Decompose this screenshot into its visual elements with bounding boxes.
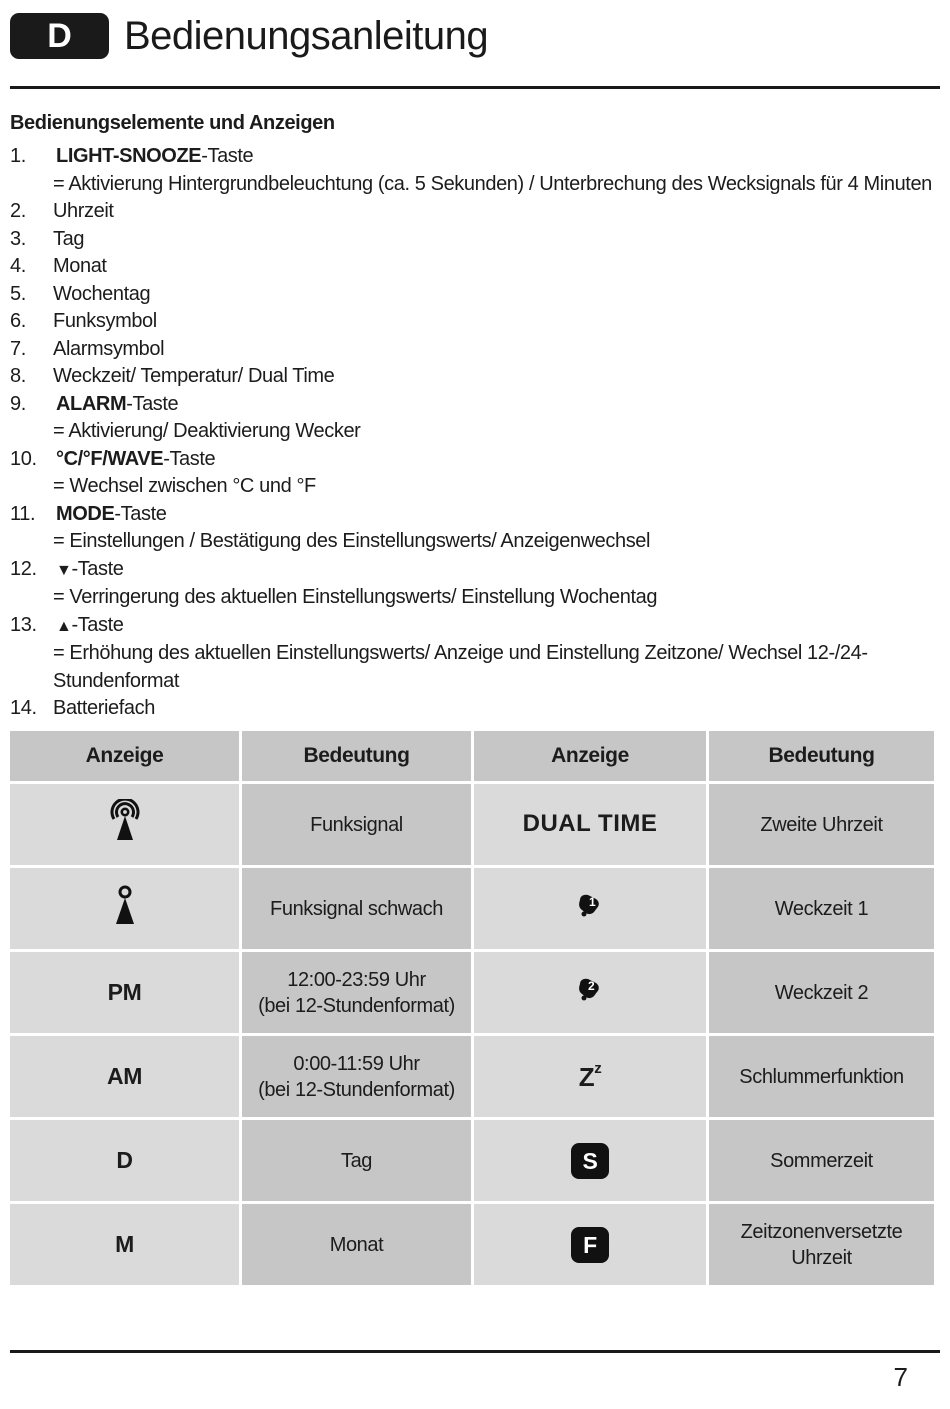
list-item — [10, 501, 940, 556]
header-bedeutung: Bedeutung — [242, 731, 471, 781]
time-zone-icon: F — [571, 1227, 609, 1263]
meaning-line: (bei 12-Stundenformat) — [258, 1078, 455, 1101]
section-title: Bedienungselemente und Anzeigen — [10, 112, 335, 134]
alarm-bell-2-icon — [575, 979, 605, 1009]
list-item — [10, 446, 940, 501]
list-item — [10, 281, 940, 309]
list-item — [10, 143, 940, 198]
symbol-cell — [10, 868, 239, 949]
page-number: 7 — [893, 1362, 908, 1392]
controls-list — [10, 143, 940, 723]
symbol-cell — [474, 784, 706, 865]
item-description: = Wechsel zwischen °C und °F — [53, 475, 316, 497]
item-number: 13. — [10, 613, 37, 636]
item-description: = Aktivierung/ Deaktivierung Wecker — [53, 420, 361, 442]
item-label: Wochentag — [53, 282, 151, 305]
meaning-line: 12:00-23:59 Uhr — [287, 968, 426, 991]
table-row — [10, 868, 934, 949]
item-number: 11. — [10, 502, 36, 525]
item-number: 4. — [10, 255, 26, 277]
item-description: = Einstellungen / Bestätigung des Einstellungswerts/ Anzeigenwechsel — [53, 530, 651, 552]
item-label: Uhrzeit — [53, 200, 114, 222]
item-description: = Verringerung des aktuellen Einstellungswerts/ Einstellung Wochentag — [53, 586, 658, 608]
symbol-cell — [10, 784, 239, 865]
snooze-icon: $Z^z$ — [578, 1059, 602, 1093]
meaning-cell: Tag — [242, 1120, 471, 1201]
meaning-cell: Weckzeit 2 — [709, 952, 934, 1033]
language-badge: D — [10, 13, 109, 59]
symbol-cell — [10, 1036, 239, 1117]
item-label: Weckzeit/ Temperatur/ Dual Time — [53, 365, 335, 387]
item-label: -Taste — [71, 557, 124, 580]
meaning-cell: Schlummerfunktion — [709, 1036, 934, 1117]
header-anzeige: Anzeige — [474, 731, 706, 781]
document-title: Bedienungsanleitung — [124, 13, 489, 58]
radio-signal-icon — [105, 826, 145, 848]
symbol-cell — [10, 1120, 239, 1201]
month-symbol: M — [115, 1230, 134, 1257]
symbol-cell — [474, 868, 706, 949]
list-item — [10, 556, 940, 612]
triangle-down-icon: ▼ — [56, 561, 72, 579]
table-row — [10, 952, 934, 1033]
item-label: Alarmsymbol — [53, 337, 165, 360]
list-item — [10, 226, 940, 254]
table-row — [10, 784, 934, 865]
header-bedeutung: Bedeutung — [709, 731, 934, 781]
item-number: 6. — [10, 310, 26, 332]
meaning-cell — [242, 952, 471, 1033]
table-row — [10, 1204, 934, 1285]
header-anzeige: Anzeige — [10, 731, 239, 781]
summer-time-icon: S — [571, 1143, 609, 1179]
list-item — [10, 612, 940, 696]
list-item — [10, 253, 940, 281]
item-number: 10. — [10, 447, 37, 470]
meaning-line: Zeitzonenversetzte — [740, 1220, 903, 1243]
symbol-cell — [474, 1204, 706, 1285]
display-legend-table — [7, 728, 937, 1288]
list-item — [10, 695, 940, 723]
item-key-label: MODE — [56, 502, 115, 525]
list-item — [10, 198, 940, 226]
item-label: -Taste — [71, 613, 124, 636]
table-row — [10, 1036, 934, 1117]
item-number: 5. — [10, 282, 26, 305]
item-label: -Taste — [126, 392, 179, 415]
symbol-cell — [10, 1204, 239, 1285]
item-key-label: LIGHT-SNOOZE — [56, 145, 202, 167]
list-item — [10, 336, 940, 364]
item-description: = Aktivierung Hintergrundbeleuchtung (ca. 5 Sekunden) / Unterbrechung des Wecksignals für 4 Minuten — [53, 172, 932, 195]
meaning-line: 0:00-11:59 Uhr — [293, 1052, 420, 1075]
meaning-cell: Sommerzeit — [709, 1120, 934, 1201]
meaning-cell: Weckzeit 1 — [709, 868, 934, 949]
table-header-row — [10, 731, 934, 781]
bottom-divider — [10, 1350, 940, 1353]
item-label: -Taste — [163, 447, 216, 470]
meaning-line: Uhrzeit — [791, 1246, 852, 1269]
symbol-cell — [474, 1120, 706, 1201]
symbol-cell — [474, 1036, 706, 1117]
radio-signal-weak-icon — [110, 910, 140, 932]
item-number: 7. — [10, 337, 26, 360]
list-item — [10, 308, 940, 336]
item-label: -Taste — [201, 145, 254, 167]
item-number: 3. — [10, 227, 26, 250]
day-symbol: D — [116, 1146, 133, 1173]
item-label: Tag — [53, 227, 85, 250]
top-divider — [10, 86, 940, 89]
alarm-bell-1-icon — [575, 895, 605, 925]
item-label: -Taste — [114, 502, 167, 525]
item-description-continued: Stundenformat — [53, 669, 179, 692]
svg-text:1: 1 — [589, 895, 596, 909]
meaning-cell — [242, 1036, 471, 1117]
item-label: Monat — [53, 255, 107, 277]
item-key-label: ALARM — [56, 392, 127, 415]
dual-time-symbol: DUAL TIME — [522, 810, 658, 837]
item-key-label: °C/°F/WAVE — [56, 447, 164, 470]
item-number: 9. — [10, 392, 26, 415]
table-row — [10, 1120, 934, 1201]
triangle-up-icon: ▲ — [56, 617, 72, 635]
svg-text:2: 2 — [588, 979, 595, 993]
item-number: 2. — [10, 200, 26, 222]
item-label: Batteriefach — [53, 697, 155, 719]
symbol-cell — [474, 952, 706, 1033]
meaning-cell: Funksignal — [242, 784, 471, 865]
meaning-cell — [709, 1204, 934, 1285]
list-item — [10, 363, 940, 391]
item-number: 8. — [10, 365, 26, 387]
page-header — [10, 12, 488, 60]
item-number: 12. — [10, 557, 37, 580]
meaning-cell: Monat — [242, 1204, 471, 1285]
item-description: = Erhöhung des aktuellen Einstellungswerts/ Anzeige und Einstellung Zeitzone/ Wechsel 12-/24- — [53, 642, 868, 664]
pm-symbol: PM — [107, 978, 142, 1005]
am-symbol: AM — [107, 1062, 142, 1089]
meaning-cell: Zweite Uhrzeit — [709, 784, 934, 865]
item-number: 1. — [10, 145, 26, 167]
list-item — [10, 391, 940, 446]
item-number: 14. — [10, 697, 37, 719]
meaning-line: (bei 12-Stundenformat) — [258, 994, 455, 1017]
item-label: Funksymbol — [53, 310, 157, 332]
symbol-cell — [10, 952, 239, 1033]
meaning-cell: Funksignal schwach — [242, 868, 471, 949]
